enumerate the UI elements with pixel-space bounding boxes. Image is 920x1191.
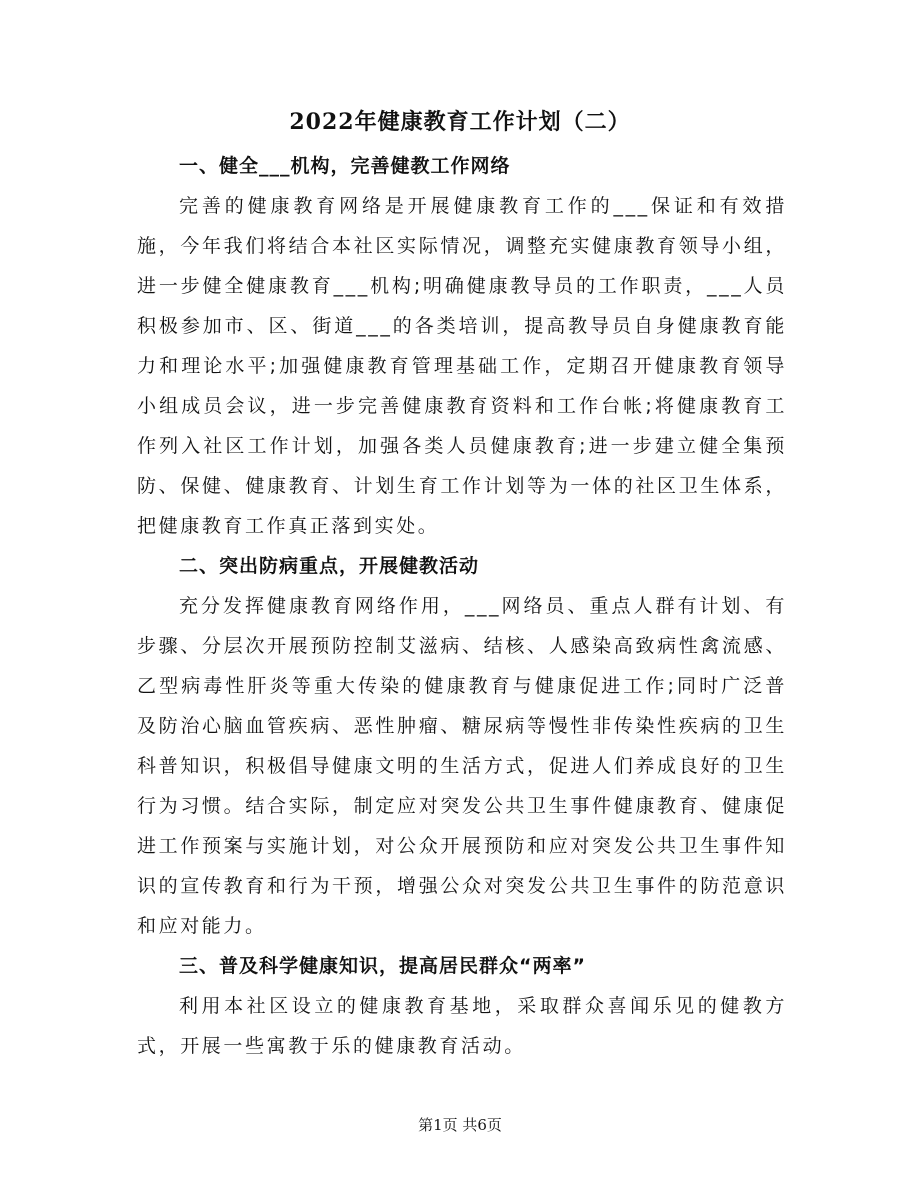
section-2-heading: 二、突出防病重点，开展健教活动 [179,555,480,577]
document-body [137,146,787,1066]
page-indicator: 第1页 共6页 [418,1116,502,1134]
section-1-paragraph: 完善的健康教育网络是开展健康教育工作的___保证和有效措施，今年我们将结合本社区实际情况，调整充实健康教育领导小组，进一步健全健康教育___机构;明确健康教导员的工作职责，___人员积极参加市、区、街道___的各类培训，提高教导员自身健康教育能力和理论水平;加强健康教育管理基础工作，定期召开健康教育领导小组成员会议，进一步完善健康教育资料和工作台帐;将健康教育工作列入社区工作计划，加强各类人员健康教育;进一步建立健全集预防、保健、健康教育、计划生育工作计划等为一体的社区卫生体系，把健康教育工作真正落到实处。 [137,195,787,537]
section-3-heading: 三、普及科学健康知识，提高居民群众“两率” [179,955,586,977]
section-1-heading: 一、健全___机构，完善健教工作网络 [179,155,511,177]
section-3-paragraph: 利用本社区设立的健康教育基地，采取群众喜闻乐见的健教方式，开展一些寓教于乐的健康教育活动。 [137,995,787,1057]
document-title: 2022年健康教育工作计划（二） [289,109,631,135]
section-2-paragraph: 充分发挥健康教育网络作用，___网络员、重点人群有计划、有步骤、分层次开展预防控制艾滋病、结核、人感染高致病性禽流感、乙型病毒性肝炎等重大传染的健康教育与健康促进工作;同时广泛普及防治心脑血管疾病、恶性肿瘤、糖尿病等慢性非传染性疾病的卫生科普知识，积极倡导健康文明的生活方式，促进人们养成良好的卫生行为习惯。结合实际，制定应对突发公共卫生事件健康教育、健康促进工作预案与实施计划，对公众开展预防和应对突发公共卫生事件知识的宣传教育和行为干预，增强公众对突发公共卫生事件的防范意识和应对能力。 [137,595,787,937]
